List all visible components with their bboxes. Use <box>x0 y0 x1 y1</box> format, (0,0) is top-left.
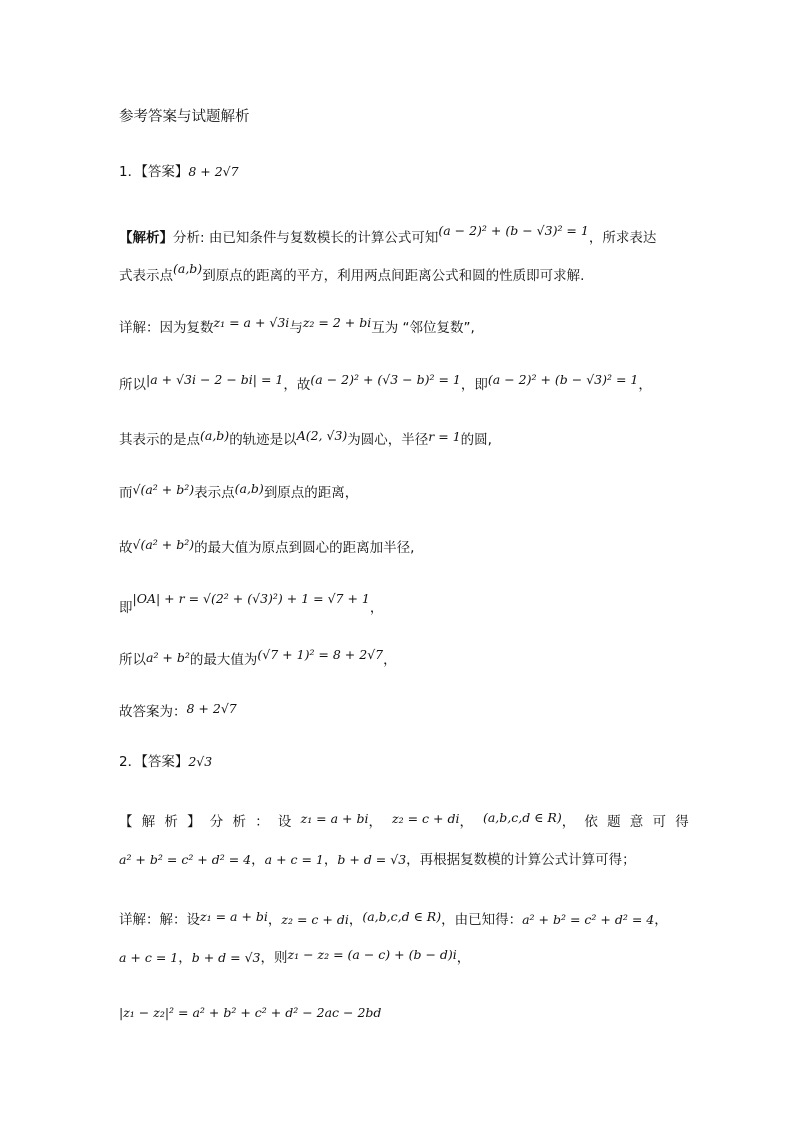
q1-step2-text-b: 的轨迹是以 <box>229 432 297 448</box>
q1-analysis-text-3: 到原点的距离的平方，利用两点间距离公式和圆的性质即可求解. <box>202 268 585 284</box>
q1-step2-point: (a,b) <box>200 428 230 443</box>
q2-detail-text-b: ，由已知得： <box>441 912 523 928</box>
q1-step1-formula-1: |a + √3i − 2 − bi| = 1 <box>146 372 284 387</box>
q2-answer-line <box>119 752 212 772</box>
q1-step5-text-a: 即 <box>119 600 133 616</box>
q2-d2-sep-1: ， <box>178 950 192 966</box>
q2-analysis-lead: 【解析】分析：设 <box>119 814 301 830</box>
q1-step1-text-a: 所以 <box>119 377 146 393</box>
q1-detail-text-end: 互为 “邻位复数”, <box>371 320 475 336</box>
q1-step3-text-b: 表示点 <box>194 485 235 501</box>
q1-step1-formula-3: (a − 2)² + (b − √3)² = 1 <box>487 372 639 387</box>
q1-analysis-line-1 <box>119 223 657 248</box>
q2-analysis-tail: ，依题意可得 <box>561 814 698 830</box>
q1-step6-text-b: 的最大值为 <box>189 652 258 668</box>
q2-sep-2: ， <box>459 814 473 830</box>
q1-step2-text-c: 为圆心，半径 <box>347 432 429 448</box>
q1-answer-line <box>119 162 239 182</box>
q2-analysis-line-1 <box>119 812 698 832</box>
q1-analysis-text-end: ，所求表达 <box>588 230 657 246</box>
q1-step1-formula-2: (a − 2)² + (√3 − b)² = 1 <box>310 372 461 387</box>
q1-step-1 <box>119 372 652 395</box>
q1-step-2 <box>119 430 492 450</box>
q1-step2-center: A(2, √3) <box>296 428 348 443</box>
q1-step5-formula: |OA| + r = √(2² + (√3)²) + 1 = √7 + 1 <box>132 591 370 606</box>
q1-step3-point: (a,b) <box>234 481 264 496</box>
q1-step3-text-a: 而 <box>119 485 133 501</box>
q1-analysis-label: 【解析】 <box>119 230 173 246</box>
q1-analysis-line-2 <box>119 261 585 286</box>
q2-d2-formula-1: a + c = 1 <box>119 950 179 965</box>
q2-d2-sep-2: ，则 <box>260 950 288 966</box>
q2-detail-z1: z₁ = a + bi <box>200 909 268 924</box>
q1-step2-text-d: 的圆, <box>460 432 492 448</box>
q2-l2-formula-2: a + c = 1 <box>264 852 324 867</box>
q2-l2-formula-3: b + d = √3 <box>337 852 407 867</box>
q2-l2-sep-2: ， <box>323 852 338 868</box>
q2-answer-label: 2．【答案】 <box>119 754 189 770</box>
q1-step6-formula-1: a² + b² <box>146 650 190 665</box>
q2-d3-formula: |z₁ − z₂|² = a² + b² + c² + d² − 2ac − 2bd <box>119 1005 382 1020</box>
q2-analysis-line-2 <box>119 850 636 870</box>
q1-final-answer <box>119 702 237 722</box>
q1-detail-z2: z₂ = 2 + bi <box>302 315 372 330</box>
q2-detail-cond: (a,b,c,d ∈ R) <box>362 909 442 924</box>
q1-step-5 <box>119 591 384 618</box>
q1-step1-text-b: ，故 <box>283 377 311 393</box>
q1-step-4 <box>119 538 414 558</box>
q1-final-formula: 8 + 2√7 <box>186 701 237 716</box>
q2-detail-line-2 <box>119 948 470 968</box>
q2-d2-sep-3: ， <box>456 950 471 966</box>
q1-step4-text-b: 的最大值为原点到圆心的距离加半径, <box>194 540 415 556</box>
q2-answer-value: 2√3 <box>188 754 213 769</box>
q1-step-3 <box>119 483 358 503</box>
q1-step5-text-b: ， <box>369 600 384 616</box>
q1-step1-text-d: ， <box>638 377 652 393</box>
q2-l2-formula-1: a² + b² = c² + d² = 4 <box>119 852 252 867</box>
q2-detail-text-a: 详解：解：设 <box>119 912 200 928</box>
q2-l2-text: ，再根据复数模的计算公式计算可得； <box>406 852 636 868</box>
q1-step6-text-a: 所以 <box>119 652 146 668</box>
q1-step3-formula: √(a² + b²) <box>132 482 195 497</box>
q2-sep-1: ， <box>368 814 382 830</box>
q1-detail-with: 与 <box>289 320 303 336</box>
q1-step1-text-c: ，即 <box>460 377 488 393</box>
q1-final-text: 故答案为： <box>119 704 187 720</box>
q1-detail-line <box>119 315 475 338</box>
q1-analysis-point: (a,b) <box>173 261 203 276</box>
q2-z1: z₁ = a + bi <box>300 811 369 826</box>
q1-detail-z1: z₁ = a + √3i <box>213 315 290 330</box>
q2-detail-text-c: ， <box>654 912 668 928</box>
page-title: 参考答案与试题解析 <box>119 109 250 125</box>
q1-answer-value: 8 + 2√7 <box>188 164 239 179</box>
q2-d2-formula-3: z₁ − z₂ = (a − c) + (b − d)i <box>287 947 457 962</box>
q2-detail-sep-2: ， <box>348 912 363 928</box>
q2-detail-sep-1: ， <box>267 912 282 928</box>
q2-l2-sep-1: ， <box>251 852 265 868</box>
q2-cond: (a,b,c,d ∈ R) <box>482 810 562 825</box>
q2-detail-z2: z₂ = c + di <box>281 912 349 927</box>
q2-detail-formula: a² + b² = c² + d² = 4 <box>522 912 655 927</box>
q1-analysis-text-2: 式表示点 <box>119 268 173 284</box>
q2-d2-formula-2: b + d = √3 <box>191 950 261 965</box>
q1-step2-radius: r = 1 <box>428 429 461 444</box>
q1-step3-text-c: 到原点的距离， <box>263 485 359 501</box>
q1-answer-label: 1．【答案】 <box>119 164 189 180</box>
q1-detail-text: 详解：因为复数 <box>119 320 214 336</box>
q2-detail-line-1 <box>119 910 668 930</box>
q1-step-6 <box>119 647 397 670</box>
q2-detail-line-3 <box>119 1003 381 1023</box>
q1-step6-text-c: ， <box>383 652 397 668</box>
q2-z2: z₂ = c + di <box>392 811 460 826</box>
q1-analysis-text: 分析: 由已知条件与复数模长的计算公式可知 <box>173 230 439 246</box>
q1-step6-formula-2: (√7 + 1)² = 8 + 2√7 <box>257 647 384 662</box>
q1-step4-formula: √(a² + b²) <box>132 537 195 552</box>
q1-analysis-formula: (a − 2)² + (b − √3)² = 1 <box>438 223 589 238</box>
q1-step4-text-a: 故 <box>119 540 133 556</box>
q1-step2-text-a: 其表示的是点 <box>119 432 200 448</box>
